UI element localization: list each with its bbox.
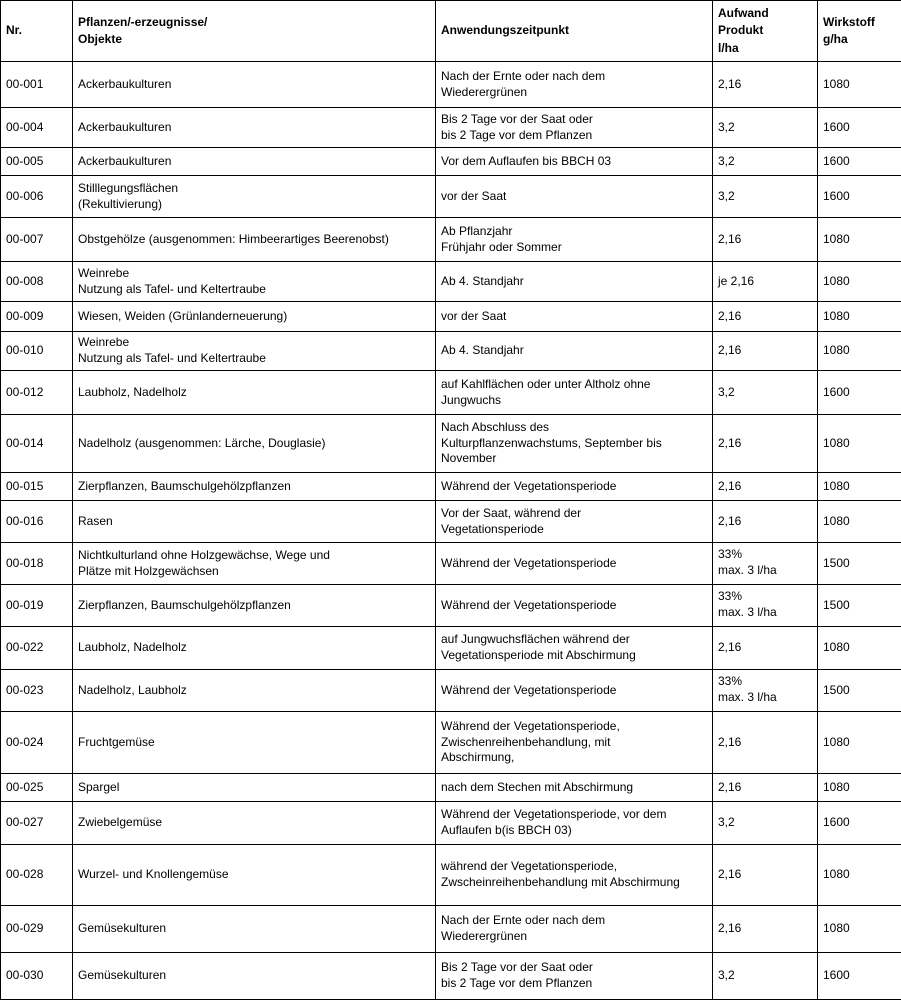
table-header-row [1,1,901,62]
cell-time-line: Vegetationsperiode [441,521,544,536]
cell-plants [73,670,436,712]
cell-plants-line: Wurzel- und Knollengemüse [78,867,229,882]
cell-plants [73,371,436,415]
cell-nr-line: 00-019 [6,597,44,612]
cell-time-line: Während der Vegetationsperiode, vor dem [441,807,667,822]
cell-aufwand-line: max. 3 l/ha [718,689,777,704]
cell-plants-line: Fruchtgemüse [78,734,155,749]
cell-plants-line: Obstgehölze (ausgenommen: Himbeerartiges Beerenobst) [78,231,389,246]
cell-aufwand-line: 33% [718,589,743,603]
cell-time [436,148,713,176]
cell-nr [1,906,73,953]
cell-time [436,670,713,712]
cell-nr [1,62,73,108]
cell-aufwand [713,302,818,332]
cell-wirkstoff [818,332,901,371]
cell-aufwand-line: 2,16 [718,779,742,794]
table-row [1,218,901,262]
table-row [1,670,901,712]
table-body [1,62,901,1000]
cell-time-line: Während der Vegetationsperiode [441,555,617,570]
cell-time-line: bis 2 Tage vor dem Pflanzen [441,976,593,990]
table-row [1,262,901,302]
cell-aufwand [713,774,818,802]
cell-plants [73,543,436,585]
cell-nr [1,148,73,176]
cell-time-line: November [441,451,497,466]
cell-plants [73,62,436,108]
cell-nr-line: 00-008 [6,273,44,288]
table-row [1,906,901,953]
cell-plants-line: Nadelholz, Laubholz [78,682,187,697]
cell-nr-line: 00-015 [6,478,44,493]
cell-aufwand [713,670,818,712]
cell-nr [1,371,73,415]
cell-time-line: Abschirmung, [441,750,515,765]
cell-wirkstoff [818,501,901,543]
cell-wirkstoff-line: 1080 [823,513,850,528]
cell-aufwand [713,218,818,262]
cell-aufwand [713,906,818,953]
cell-nr-line: 00-018 [6,555,44,570]
cell-aufwand-line: max. 3 l/ha [718,562,777,577]
table-row [1,501,901,543]
table-row [1,62,901,108]
cell-aufwand-line: 3,2 [718,119,735,134]
table-row [1,473,901,501]
cell-time [436,953,713,1000]
cell-aufwand [713,501,818,543]
cell-time-line: Wiederergrünen [441,84,528,99]
cell-time-line: auf Kahlflächen oder unter Altholz ohne [441,376,651,391]
cell-time [436,627,713,670]
table-row [1,845,901,906]
cell-plants [73,585,436,627]
cell-wirkstoff [818,627,901,670]
cell-aufwand [713,543,818,585]
cell-plants-line: Laubholz, Nadelholz [78,640,187,655]
cell-plants-line: Gemüsekulturen [78,968,167,983]
cell-time-line: Nach der Ernte oder nach dem [441,913,606,928]
cell-time [436,415,713,473]
cell-aufwand-line: 2,16 [718,921,742,936]
cell-plants-line: Nutzung als Tafel- und Keltertraube [78,281,266,296]
cell-time-line: Auflaufen b(is BBCH 03) [441,823,572,837]
cell-time [436,906,713,953]
cell-plants [73,415,436,473]
cell-aufwand-line: 2,16 [718,640,742,655]
cell-wirkstoff-line: 1080 [823,734,850,749]
cell-nr-line: 00-029 [6,921,44,936]
cell-aufwand-line: 2,16 [718,435,742,450]
cell-nr [1,415,73,473]
cell-time [436,176,713,218]
cell-wirkstoff-line: 1600 [823,384,850,399]
cell-nr [1,953,73,1000]
table-header [1,1,901,62]
cell-nr-line: 00-016 [6,513,44,528]
cell-aufwand-line: 33% [718,674,743,688]
cell-time [436,845,713,906]
cell-plants-line: Nichtkulturland ohne Holzgewächse, Wege und [78,547,330,562]
cell-aufwand-line: 2,16 [718,734,742,749]
cell-time-line: nach dem Stechen mit Abschirmung [441,779,634,794]
cell-wirkstoff-line: 1600 [823,815,850,830]
cell-nr [1,802,73,845]
cell-nr-line: 00-024 [6,734,44,749]
cell-plants [73,332,436,371]
cell-plants [73,627,436,670]
cell-time [436,585,713,627]
table-row [1,774,901,802]
cell-aufwand [713,845,818,906]
cell-wirkstoff-line: 1080 [823,76,850,91]
column-header-nr-label: Nr. [6,23,23,38]
cell-nr-line: 00-025 [6,779,44,794]
table-row [1,953,901,1000]
cell-plants [73,845,436,906]
cell-time [436,473,713,501]
cell-nr [1,845,73,906]
cell-time-line: vor der Saat [441,188,507,203]
cell-wirkstoff-line: 1080 [823,231,850,246]
table-row [1,415,901,473]
cell-aufwand [713,371,818,415]
cell-nr [1,712,73,774]
cell-aufwand [713,148,818,176]
cell-plants-line: Weinrebe [78,335,130,350]
cell-plants-line: Zwiebelgemüse [78,815,163,830]
cell-aufwand-line: 2,16 [718,76,742,91]
table-row [1,712,901,774]
column-header-time [436,1,713,62]
cell-plants-line: (Rekultivierung) [78,196,163,211]
cell-wirkstoff-line: 1080 [823,867,850,882]
cell-time-line: vor der Saat [441,308,507,323]
cell-wirkstoff [818,585,901,627]
cell-time [436,302,713,332]
cell-plants [73,953,436,1000]
table-row [1,332,901,371]
cell-nr [1,302,73,332]
cell-wirkstoff [818,670,901,712]
cell-nr-line: 00-014 [6,435,44,450]
cell-time-line: Kulturpflanzenwachstums, September bis [441,435,662,450]
cell-plants-line: Ackerbaukulturen [78,76,172,91]
cell-nr [1,262,73,302]
cell-nr-line: 00-010 [6,343,44,358]
cell-nr-line: 00-001 [6,76,44,91]
cell-plants-line: Zierpflanzen, Baumschulgehölzpflanzen [78,478,291,493]
cell-time-line: Bis 2 Tage vor der Saat oder [441,960,593,975]
cell-plants-line: Rasen [78,513,113,528]
cell-plants-line: Nadelholz (ausgenommen: Lärche, Douglasie) [78,435,326,450]
cell-time-line: Nach Abschluss des [441,419,550,434]
cell-aufwand [713,62,818,108]
column-header-wirkstoff-line2: g/ha [823,32,848,46]
cell-nr [1,543,73,585]
column-header-aufwand-line2: Produkt [718,23,764,38]
cell-time [436,108,713,148]
column-header-aufwand-line1: Aufwand [718,6,769,21]
cell-aufwand-line: 2,16 [718,308,742,323]
cell-time [436,501,713,543]
cell-time [436,218,713,262]
cell-wirkstoff [818,712,901,774]
cell-wirkstoff [818,906,901,953]
cell-plants-line: Spargel [78,779,120,794]
cell-time-line: Wiederergrünen [441,929,528,943]
column-header-time-label: Anwendungszeitpunkt [441,23,569,38]
cell-plants [73,108,436,148]
column-header-nr [1,1,73,62]
cell-wirkstoff-line: 1080 [823,921,850,936]
cell-nr-line: 00-006 [6,188,44,203]
cell-wirkstoff [818,953,901,1000]
table-row [1,148,901,176]
cell-plants [73,473,436,501]
cell-aufwand-line: max. 3 l/ha [718,604,777,619]
table-row [1,627,901,670]
cell-time-line: Ab 4. Standjahr [441,343,524,358]
cell-plants [73,501,436,543]
cell-aufwand [713,802,818,845]
cell-nr-line: 00-022 [6,640,44,655]
cell-time-line: während der Vegetationsperiode, [441,859,618,874]
cell-wirkstoff-line: 1080 [823,273,850,288]
cell-wirkstoff-line: 1500 [823,597,850,612]
cell-wirkstoff [818,262,901,302]
cell-time-line: Bis 2 Tage vor der Saat oder [441,111,593,126]
cell-wirkstoff-line: 1080 [823,779,850,794]
cell-time [436,712,713,774]
cell-nr-line: 00-009 [6,308,44,323]
cell-nr [1,108,73,148]
cell-time [436,802,713,845]
cell-nr [1,774,73,802]
table-row [1,802,901,845]
cell-wirkstoff [818,218,901,262]
cell-nr [1,670,73,712]
cell-nr [1,176,73,218]
cell-nr-line: 00-030 [6,968,44,983]
cell-aufwand [713,712,818,774]
cell-aufwand [713,953,818,1000]
column-header-aufwand [713,1,818,62]
cell-wirkstoff-line: 1600 [823,119,850,134]
cell-wirkstoff [818,415,901,473]
cell-plants-line: Stilllegungsflächen [78,180,179,195]
cell-aufwand-line: 3,2 [718,153,735,168]
cell-time-line: Während der Vegetationsperiode, [441,718,620,733]
cell-aufwand [713,627,818,670]
cell-plants-line: Ackerbaukulturen [78,153,172,168]
cell-time [436,371,713,415]
cell-wirkstoff-line: 1500 [823,555,850,570]
cell-wirkstoff [818,62,901,108]
cell-wirkstoff [818,845,901,906]
cell-wirkstoff-line: 1080 [823,343,850,358]
table-row [1,108,901,148]
cell-aufwand [713,415,818,473]
cell-nr [1,473,73,501]
cell-time [436,332,713,371]
cell-nr-line: 00-004 [6,119,44,134]
cell-wirkstoff [818,302,901,332]
cell-time-line: Vor dem Auflaufen bis BBCH 03 [441,153,612,168]
cell-time [436,774,713,802]
column-header-plants-line1: Pflanzen/-erzeugnisse/ [78,14,208,29]
cell-wirkstoff [818,371,901,415]
cell-nr [1,218,73,262]
cell-aufwand [713,473,818,501]
cell-aufwand-line: 3,2 [718,384,735,399]
cell-wirkstoff-line: 1500 [823,682,850,697]
cell-wirkstoff [818,802,901,845]
cell-wirkstoff [818,148,901,176]
cell-time-line: Vegetationsperiode mit Abschirmung [441,648,636,662]
cell-nr [1,627,73,670]
cell-aufwand-line: 2,16 [718,231,742,246]
cell-plants [73,218,436,262]
cell-wirkstoff-line: 1080 [823,478,850,493]
cell-aufwand-line: 3,2 [718,188,735,203]
cell-wirkstoff-line: 1600 [823,968,850,983]
cell-aufwand-line: 2,16 [718,513,742,528]
cell-aufwand-line: 2,16 [718,478,742,493]
table-row [1,302,901,332]
cell-time-line: Zwscheinreihenbehandlung mit Abschirmung [441,875,680,889]
cell-nr [1,332,73,371]
cell-nr [1,501,73,543]
cell-plants [73,906,436,953]
cell-time [436,543,713,585]
cell-aufwand-line: 3,2 [718,815,735,830]
cell-time-line: bis 2 Tage vor dem Pflanzen [441,127,593,142]
cell-wirkstoff [818,774,901,802]
cell-plants-line: Plätze mit Holzgewächsen [78,563,219,578]
cell-aufwand-line: 2,16 [718,343,742,358]
cell-wirkstoff-line: 1080 [823,435,850,450]
cell-time-line: Frühjahr oder Sommer [441,239,562,254]
cell-nr-line: 00-023 [6,682,44,697]
table-row [1,176,901,218]
cell-plants [73,774,436,802]
cell-plants-line: Zierpflanzen, Baumschulgehölzpflanzen [78,597,291,612]
cell-wirkstoff [818,108,901,148]
cell-nr-line: 00-012 [6,384,44,399]
table-row [1,371,901,415]
cell-plants [73,176,436,218]
cell-wirkstoff-line: 1080 [823,308,850,323]
cell-plants-line: Weinrebe [78,265,130,280]
cell-time-line: Jungwuchs [441,392,502,407]
cell-nr [1,585,73,627]
cell-plants-line: Nutzung als Tafel- und Keltertraube [78,351,266,365]
cell-time [436,62,713,108]
cell-aufwand [713,262,818,302]
cell-time [436,262,713,302]
cell-aufwand [713,332,818,371]
cell-plants [73,148,436,176]
cell-plants-line: Laubholz, Nadelholz [78,384,187,399]
cell-aufwand-line: je 2,16 [718,273,755,288]
cell-aufwand-line: 3,2 [718,968,735,983]
cell-time-line: Nach der Ernte oder nach dem [441,68,606,83]
cell-wirkstoff [818,473,901,501]
cell-time-line: Während der Vegetationsperiode [441,597,617,612]
cell-wirkstoff-line: 1600 [823,188,850,203]
cell-nr-line: 00-005 [6,153,44,168]
cell-nr-line: 00-028 [6,867,44,882]
cell-nr-line: 00-007 [6,231,44,246]
column-header-wirkstoff-line1: Wirkstoff [823,14,875,29]
cell-aufwand [713,108,818,148]
cell-time-line: Zwischenreihenbehandlung, mit [441,734,611,749]
cell-aufwand-line: 33% [718,547,743,561]
cell-wirkstoff-line: 1080 [823,640,850,655]
cell-time-line: Während der Vegetationsperiode [441,682,617,697]
table-row [1,543,901,585]
cell-plants [73,262,436,302]
cell-wirkstoff [818,176,901,218]
column-header-plants-line2: Objekte [78,32,123,46]
cell-time-line: Ab 4. Standjahr [441,273,524,288]
cell-time-line: Vor der Saat, während der [441,505,582,520]
cell-time-line: auf Jungwuchsflächen während der [441,632,630,647]
cell-plants [73,712,436,774]
cell-plants-line: Wiesen, Weiden (Grünlanderneuerung) [78,308,288,323]
table-row [1,585,901,627]
cell-wirkstoff-line: 1600 [823,153,850,168]
cell-plants [73,302,436,332]
cell-plants-line: Ackerbaukulturen [78,119,172,134]
column-header-plants [73,1,436,62]
cell-time-line: Während der Vegetationsperiode [441,478,617,493]
cell-time-line: Ab Pflanzjahr [441,223,513,238]
cell-nr-line: 00-027 [6,815,44,830]
cell-aufwand [713,176,818,218]
cell-aufwand [713,585,818,627]
cell-plants [73,802,436,845]
column-header-aufwand-line3: l/ha [718,40,739,55]
cell-plants-line: Gemüsekulturen [78,921,167,936]
column-header-wirkstoff [818,1,901,62]
cell-wirkstoff [818,543,901,585]
cell-aufwand-line: 2,16 [718,867,742,882]
